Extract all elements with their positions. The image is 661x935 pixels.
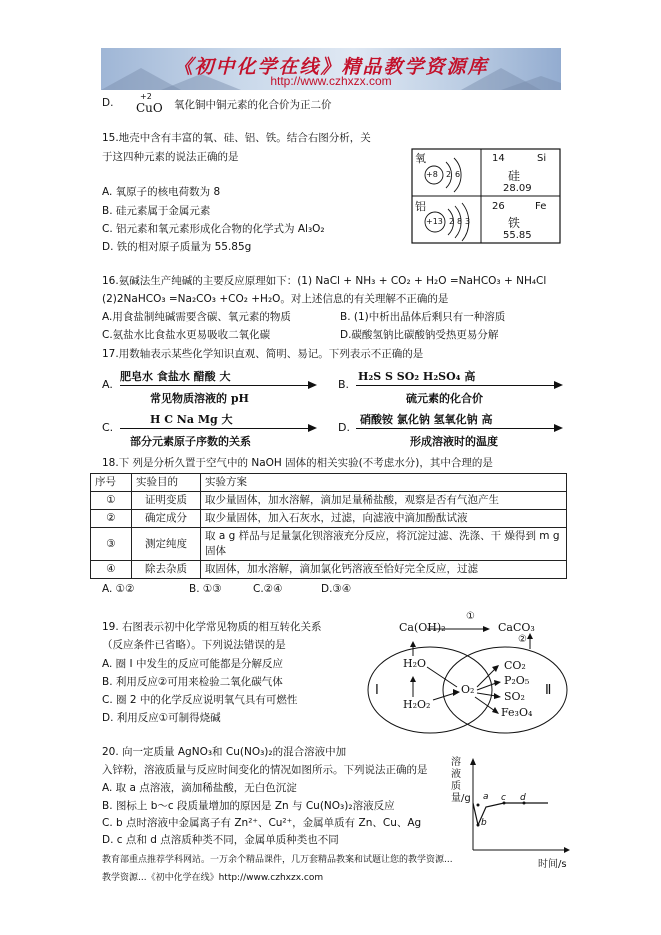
q15-option-b: B. 硅元素属于金属元素	[102, 205, 211, 217]
table-cell: 确定成分	[132, 510, 201, 528]
fe-mass: 55.85	[503, 230, 532, 241]
chart-ylabel: 溶液质量/g	[451, 757, 471, 804]
point-c-label: c	[501, 793, 506, 803]
table-row	[91, 561, 567, 579]
q17-stem: 17.用数轴表示某些化学知识直观、简明、易记。下列表示不正确的是	[102, 348, 424, 360]
node-co2: CO₂	[504, 659, 526, 672]
q16-option-a: A.用食盐制纯碱需要含碳、氧元素的物质	[102, 311, 291, 323]
table-header-cell: 实验目的	[132, 474, 201, 492]
q17-d-bottom: 形成溶液时的温度	[410, 435, 498, 448]
table-cell: 证明变质	[132, 492, 201, 510]
q16-option-b: B. (1)中析出晶体后剩只有一种溶质	[340, 311, 506, 323]
q17-c-label: C.	[102, 421, 114, 434]
table-row	[91, 528, 567, 561]
q17-a-top: 肥皂水 食盐水 醋酸 大	[120, 370, 231, 383]
q18-option-a: A. ①②	[102, 583, 135, 595]
q19-option-b: B. 利用反应②可用来检验二氧化碳气体	[102, 676, 283, 688]
aluminum-nucleus: +13	[426, 217, 443, 226]
q17-b-label: B.	[338, 378, 350, 391]
q19-option-c: C. 圈 2 中的化学反应说明氧气具有可燃性	[102, 694, 298, 706]
reaction-1-label: ①	[466, 611, 475, 622]
prev-option-text: 氧化铜中铜元素的化合价为正二价	[174, 99, 332, 111]
table-header-cell: 序号	[91, 474, 132, 492]
table-cell: ①	[91, 492, 132, 510]
aluminum-name: 铝	[415, 200, 426, 213]
q17-axis-c	[102, 411, 322, 451]
q16-line-1: 16.氨碱法生产纯碱的主要反应原理如下：(1) NaCl + NH₃ + CO₂ + H₂O =NaHCO₃ + NH₄Cl	[102, 275, 547, 287]
table-cell: 取 a g 样品与足量氯化钡溶液充分反应，将沉淀过滤、洗涤、干 燥得到 m g 固体	[201, 528, 567, 561]
q17-axis-d	[338, 411, 568, 451]
q15-stem-1: 15.地壳中含有丰富的氧、硅、铝、铁。结合右图分析，关	[102, 132, 371, 144]
conversion-diagram	[365, 605, 577, 737]
table-cell: 取固体，加水溶解，滴加氯化钙溶液至恰好完全反应，过滤	[201, 561, 567, 579]
q17-d-top: 硝酸铵 氯化钠 氢氧化钠 高	[360, 413, 493, 426]
si-name: 硅	[508, 169, 521, 183]
q20-option-c: C. b 点时溶液中金属离子有 Zn²⁺、Cu²⁺，金属单质有 Zn、Cu、Ag	[102, 817, 422, 829]
node-caco3: CaCO₃	[498, 621, 535, 634]
si-mass: 28.09	[503, 183, 532, 194]
q20-stem-2: 入锌粉，溶液质量与反应时间变化的情况如图所示。下列说法正确的是	[102, 764, 428, 776]
q15-option-a: A. 氧原子的核电荷数为 8	[102, 186, 221, 198]
q20-option-a: A. 取 a 点溶液，滴加稀盐酸，无白色沉淀	[102, 782, 297, 794]
chart-xlabel: 时间/s	[538, 859, 567, 870]
prev-option-label: D.	[102, 97, 114, 109]
si-number: 14	[492, 153, 505, 164]
node-so2: SO₂	[504, 690, 525, 703]
q16-option-d: D.碳酸氢钠比碳酸钠受热更易分解	[340, 329, 499, 341]
aluminum-shell-2: 8	[457, 217, 463, 226]
q17-c-bottom: 部分元素原子序数的关系	[130, 435, 251, 448]
point-d-label: d	[520, 793, 526, 803]
table-header-cell: 实验方案	[201, 474, 567, 492]
q19-stem-1: 19. 右图表示初中化学常见物质的相互转化关系	[102, 621, 322, 633]
aluminum-shell-1: 2	[449, 217, 455, 226]
oxygen-shell-1: 2	[446, 170, 452, 179]
node-o2: O₂	[461, 683, 475, 696]
q15-option-c: C. 铝元素和氧元素形成化合物的化学式为 Al₃O₂	[102, 223, 325, 235]
q15-stem-2: 于这四种元素的说法正确的是	[102, 151, 239, 163]
node-fe3o4: Fe₃O₄	[501, 706, 533, 719]
reaction-2-label: ②	[518, 634, 527, 645]
q17-axis-a	[102, 368, 322, 408]
q17-b-bottom: 硫元素的化合价	[406, 392, 483, 405]
q15-option-d: D. 铁的相对原子质量为 55.85g	[102, 241, 252, 253]
mass-time-chart	[448, 755, 573, 860]
table-row	[91, 510, 567, 528]
q20-stem-1: 20. 向一定质量 AgNO₃和 Cu(NO₃)₂的混合溶液中加	[102, 746, 347, 758]
oxygen-shell-2: 6	[455, 170, 461, 179]
si-symbol: Si	[537, 153, 547, 164]
node-h2o: H₂O	[403, 657, 427, 670]
table-cell: ③	[91, 528, 132, 561]
oxygen-name: 氧	[415, 152, 426, 165]
ring-1-label: Ⅰ	[375, 683, 379, 698]
table-cell: 除去杂质	[132, 561, 201, 579]
fe-symbol: Fe	[535, 201, 547, 212]
table-cell: ④	[91, 561, 132, 579]
node-p2o5: P₂O₅	[504, 674, 530, 687]
q17-d-label: D.	[338, 421, 350, 434]
q18-stem: 18.下 列是分析久置于空气中的 NaOH 固体的相关实验(不考虑水分)，其中合理的是	[102, 457, 493, 469]
cuo-formula: CuO	[136, 101, 163, 115]
table-cell: ②	[91, 510, 132, 528]
q19-option-d: D. 利用反应①可制得烧碱	[102, 712, 221, 724]
aluminum-shell-3: 3	[465, 217, 471, 226]
q18-option-c: C.②④	[253, 583, 283, 595]
node-h2o2: H₂O₂	[403, 698, 431, 711]
fe-name: 铁	[508, 216, 521, 230]
header-banner	[101, 48, 561, 90]
footer-line-2: 教学资源...《初中化学在线》http://www.czhxzx.com	[102, 873, 324, 883]
q19-stem-2: （反应条件已省略）。下列说法错误的是	[102, 639, 286, 651]
table-header-row	[91, 474, 567, 492]
table-cell: 取少量固体，加入石灰水，过滤，向滤液中滴加酚酞试液	[201, 510, 567, 528]
q17-axis-b	[338, 368, 568, 408]
q20-option-d: D. c 点和 d 点溶质种类不同，金属单质种类也不同	[102, 834, 339, 846]
banner-title: 《初中化学在线》精品教学资源库	[173, 56, 489, 78]
q17-a-bottom: 常见物质溶液的 pH	[150, 392, 249, 405]
node-caoh2: Ca(OH)₂	[399, 621, 446, 634]
fe-number: 26	[492, 201, 505, 212]
q18-option-b: B. ①③	[189, 583, 222, 595]
q17-b-top: H₂S S SO₂ H₂SO₄ 高	[358, 370, 476, 383]
q20-option-b: B. 图标上 b～c 段质量增加的原因是 Zn 与 Cu(NO₃)₂溶液反应	[102, 800, 395, 812]
q16-line-2: (2)2NaHCO₃ =Na₂CO₃ +CO₂ +H₂O。对上述信息的有关理解不正确的是	[102, 293, 449, 305]
table-cell: 取少量固体，加水溶解，滴加足量稀盐酸，观察是否有气泡产生	[201, 492, 567, 510]
q16-option-c: C.氨盐水比食盐水更易吸收二氧化碳	[102, 329, 271, 341]
point-b-label: b	[481, 818, 487, 828]
point-a-label: a	[483, 792, 489, 802]
q17-a-label: A.	[102, 378, 113, 391]
ring-2-label: Ⅱ	[545, 683, 552, 698]
oxygen-nucleus: +8	[426, 170, 438, 179]
banner-url: http://www.czhxzx.com	[270, 74, 392, 88]
table-row	[91, 492, 567, 510]
q18-option-d: D.③④	[321, 583, 352, 595]
valence-mark: +2	[140, 92, 152, 101]
q19-option-a: A. 圈 I 中发生的反应可能都是分解反应	[102, 658, 283, 670]
table-cell: 测定纯度	[132, 528, 201, 561]
q17-c-top: H C Na Mg 大	[150, 413, 233, 426]
q18-table	[90, 473, 567, 579]
footer-line-1: 教育部重点推荐学科网站。一万余个精品课件，几万套精品教案和试题让您的教学资源...	[102, 855, 453, 865]
